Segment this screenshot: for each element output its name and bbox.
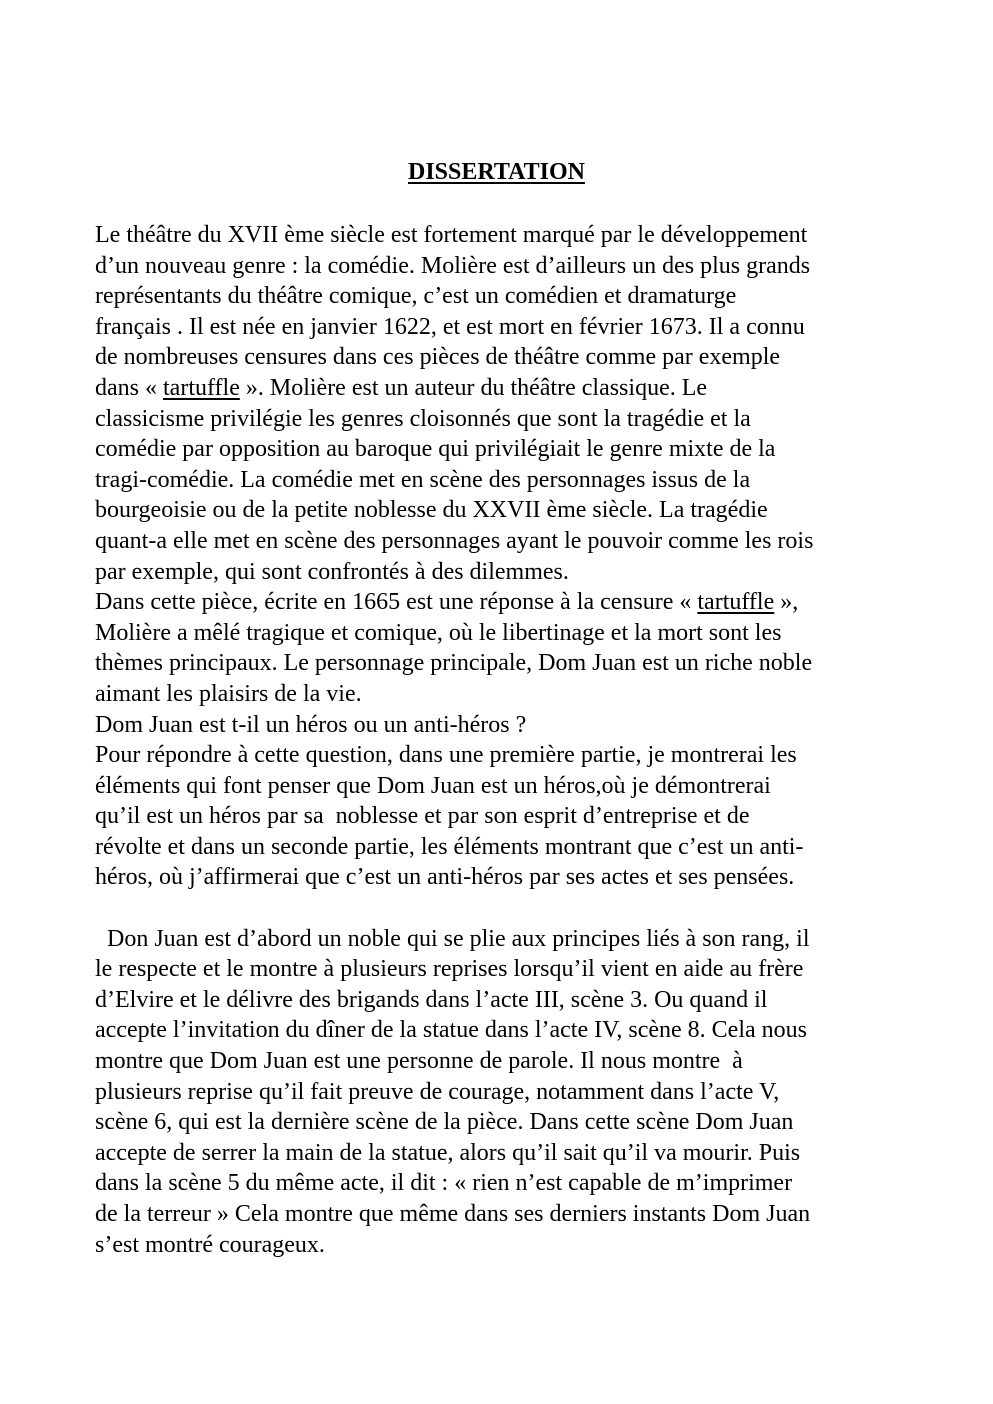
- text-line: comédie par opposition au baroque qui privilégiait le genre mixte de la: [95, 436, 776, 463]
- text-line: d’Elvire et le délivre des brigands dans l’acte III, scène 3. Ou quand il: [95, 986, 768, 1013]
- text-line: Dom Juan est t-il un héros ou un anti-héros ?: [95, 711, 527, 738]
- text-line: éléments qui font penser que Dom Juan est un héros,où je démontrerai: [95, 772, 771, 799]
- dissertation-body: [95, 220, 915, 1260]
- text-line: classicisme privilégie les genres cloisonnés que sont la tragédie et la: [95, 405, 751, 432]
- text-line: thèmes principaux. Le personnage principale, Dom Juan est un riche noble: [95, 650, 813, 677]
- text-line: dans la scène 5 du même acte, il dit : « rien n’est capable de m’imprimer: [95, 1170, 793, 1197]
- text-line: Le théâtre du XVII ème siècle est fortement marqué par le développement: [95, 222, 808, 248]
- text-line: tragi-comédie. La comédie met en scène des personnages issus de la: [95, 466, 751, 493]
- paragraph-gap: [95, 893, 915, 924]
- document-title: DISSERTATION: [408, 159, 585, 185]
- text-line: Molière a mêlé tragique et comique, où le libertinage et la mort sont les: [95, 619, 782, 646]
- text-line: quant-a elle met en scène des personnages ayant le pouvoir comme les rois: [95, 527, 814, 554]
- text-line: aimant les plaisirs de la vie.: [95, 680, 362, 707]
- text-line: scène 6, qui est la dernière scène de la pièce. Dans cette scène Dom Juan: [95, 1109, 794, 1136]
- text-line: par exemple, qui sont confrontés à des dilemmes.: [95, 558, 569, 585]
- underlined-title: tartuffle: [163, 374, 240, 401]
- text-segment: »,: [774, 589, 799, 616]
- text-line: le respecte et le montre à plusieurs reprises lorsqu’il vient en aide au frère: [95, 956, 804, 983]
- text-line: montre que Dom Juan est une personne de parole. Il nous montre à: [95, 1048, 743, 1075]
- text-segment: ». Molière est un auteur du théâtre classique. Le: [239, 374, 708, 401]
- text-line: de nombreuses censures dans ces pièces de théâtre comme par exemple: [95, 344, 781, 371]
- text-line: qu’il est un héros par sa noblesse et par son esprit d’entreprise et de: [95, 803, 750, 830]
- text-segment: dans «: [95, 374, 163, 401]
- text-line: s’est montré courageux.: [95, 1231, 325, 1258]
- text-line: Don Juan est d’abord un noble qui se plie aux principes liés à son rang, il: [95, 925, 810, 952]
- underlined-title: tartuffle: [697, 589, 775, 616]
- text-line: accepte l’invitation du dîner de la statue dans l’acte IV, scène 8. Cela nous: [95, 1017, 807, 1044]
- text-line: révolte et dans un seconde partie, les éléments montrant que c’est un anti-: [95, 833, 804, 860]
- text-line: français . Il est née en janvier 1622, et est mort en février 1673. Il a connu: [95, 313, 805, 340]
- text-line: de la terreur » Cela montre que même dans ses derniers instants Dom Juan: [95, 1201, 811, 1227]
- text-line: Pour répondre à cette question, dans une première partie, je montrerai les: [95, 742, 797, 769]
- text-line: accepte de serrer la main de la statue, alors qu’il sait qu’il va mourir. Puis: [95, 1139, 801, 1166]
- text-line: plusieurs reprise qu’il fait preuve de courage, notamment dans l’acte V,: [95, 1078, 780, 1105]
- text-line: d’un nouveau genre : la comédie. Molière est d’ailleurs un des plus grands: [95, 252, 811, 279]
- text-segment: Dans cette pièce, écrite en 1665 est une réponse à la censure «: [95, 589, 698, 616]
- text-line: représentants du théâtre comique, c’est un comédien et dramaturge: [95, 283, 737, 310]
- text-line: héros, où j’affirmerai que c’est un anti-héros par ses actes et ses pensées.: [95, 864, 795, 891]
- text-line: bourgeoisie ou de la petite noblesse du XXVII ème siècle. La tragédie: [95, 497, 768, 524]
- text-line: [95, 373, 915, 404]
- text-line: [95, 587, 915, 618]
